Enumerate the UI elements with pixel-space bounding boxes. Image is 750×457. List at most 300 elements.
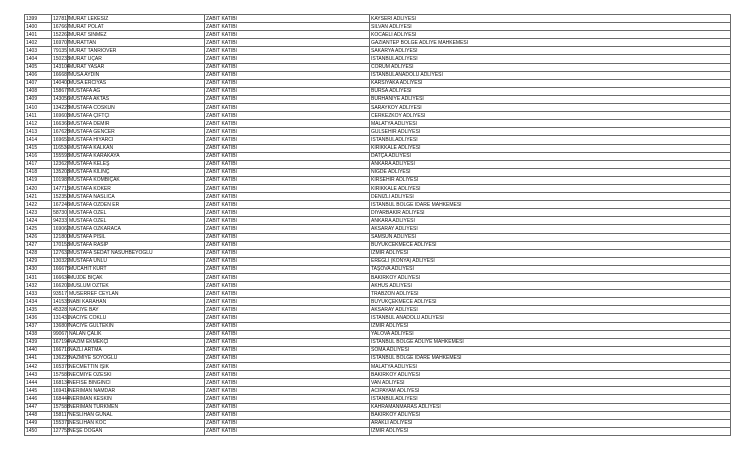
row-number-cell: 1402 (25, 39, 52, 47)
courthouse-cell: BAKIRKOY ADLIYESI (370, 274, 731, 282)
name-cell: NAZIM EKMEKÇI (68, 338, 205, 346)
row-number-cell: 1409 (25, 95, 52, 103)
courthouse-cell: KARSIYAKA ADLIYESI (370, 79, 731, 87)
row-number-cell: 1433 (25, 290, 52, 298)
job-title-cell: ZABIT KATIBI (205, 306, 370, 314)
name-cell: MUSTAFA OZKARACA (68, 225, 205, 233)
table-row (25, 136, 731, 144)
table-row (25, 346, 731, 354)
registry-id-cell: 130322 (53, 258, 70, 265)
table-row (25, 379, 731, 387)
name-cell: MUSTAFA HIYARCI (68, 136, 205, 144)
name-cell: MUSTAFA SEDAT NASUHBEYOGLU (68, 249, 205, 257)
registry-id-cell: 79135 (53, 47, 67, 54)
row-number-cell: 1429 (25, 257, 52, 265)
table-row (25, 23, 731, 31)
row-number-cell: 1414 (25, 136, 52, 144)
row-number-cell: 1399 (25, 15, 52, 23)
row-number-cell: 1415 (25, 144, 52, 152)
name-cell: MUSLUM OZTEK (68, 282, 205, 290)
table-row (25, 47, 731, 55)
job-title-cell: ZABIT KATIBI (205, 249, 370, 257)
courthouse-cell: SAKARYA ADLIYESI (370, 47, 731, 55)
registry-id-cell: 152262 (53, 31, 70, 38)
courthouse-cell: AKSARAY ADLIYESI (370, 306, 731, 314)
registry-id-cell: 136807 (53, 323, 70, 330)
name-cell: MURAT SINMEZ (68, 31, 205, 39)
registry-id-cell: 143056 (53, 96, 70, 103)
registry-id-cell: 158117 (53, 412, 70, 419)
name-cell: MUSTAFA NASLICA (68, 193, 205, 201)
row-number-cell: 1428 (25, 249, 52, 257)
courthouse-cell: ISTANBULADLIYESI (370, 395, 731, 403)
name-cell: MUSTAFA KOKER (68, 184, 205, 192)
job-title-cell: ZABIT KATIBI (205, 363, 370, 371)
courthouse-cell: EREGLI (KONYA) ADLIYESI (370, 257, 731, 265)
table-row (25, 233, 731, 241)
table-row (25, 193, 731, 201)
name-cell: MUSTAFA KILINÇ (68, 168, 205, 176)
table-row (25, 55, 731, 63)
row-number-cell: 1425 (25, 225, 52, 233)
name-cell: MUSTAFA KALKAN (68, 144, 205, 152)
courthouse-cell: DATÇA ADLIYESI (370, 152, 731, 160)
row-number-cell: 1450 (25, 427, 52, 435)
registry-id-cell: 170153 (53, 242, 70, 249)
registry-id-cell: 134228 (53, 104, 70, 111)
courthouse-cell: ISTANBUL BOLGE IDARE MAHKEMESI (370, 354, 731, 362)
job-title-cell: ZABIT KATIBI (205, 128, 370, 136)
courthouse-cell: AKSARAY ADLIYESI (370, 225, 731, 233)
name-cell: NEFISE BINGINCI (68, 379, 205, 387)
courthouse-cell: BURSA ADLIYESI (370, 87, 731, 95)
courthouse-cell: NIGDE ADLIYESI (370, 168, 731, 176)
registry-id-cell: 123627 (53, 161, 70, 168)
table-row (25, 176, 731, 184)
name-cell: MURAT UÇAR (68, 55, 205, 63)
registry-id-cell: 140400 (53, 80, 70, 87)
table-row (25, 354, 731, 362)
table-row (25, 363, 731, 371)
row-number-cell: 1421 (25, 193, 52, 201)
name-cell: NESLIHAN KOC (68, 419, 205, 427)
name-cell: NECMIYE OZESKI (68, 371, 205, 379)
courthouse-cell: KAHRAMANMARAS ADLIYESI (370, 403, 731, 411)
courthouse-cell: ANKARA ADLIYESI (370, 160, 731, 168)
courthouse-cell: BUYUKÇEKMECE ADLIYESI (370, 298, 731, 306)
row-number-cell: 1420 (25, 184, 52, 192)
registry-id-cell: 167667 (53, 23, 70, 30)
table-row (25, 282, 731, 290)
courthouse-cell: ARAKLI ADLIYESI (370, 419, 731, 427)
table-row (25, 403, 731, 411)
registry-id-cell: 169603 (53, 112, 70, 119)
name-cell: NERIMAN KESKIN (68, 395, 205, 403)
row-number-cell: 1426 (25, 233, 52, 241)
registry-id-cell: 167246 (53, 201, 70, 208)
row-number-cell: 1418 (25, 168, 52, 176)
table-row (25, 39, 731, 47)
courthouse-cell: DENIZLI ADLIYESI (370, 193, 731, 201)
job-title-cell: ZABIT KATIBI (205, 152, 370, 160)
job-title-cell: ZABIT KATIBI (205, 330, 370, 338)
row-number-cell: 1442 (25, 363, 52, 371)
registry-id-cell: 127817 (53, 15, 70, 22)
row-number-cell: 1435 (25, 306, 52, 314)
row-number-cell: 1405 (25, 63, 52, 71)
name-cell: NECMETTIN IŞIK (68, 363, 205, 371)
table-row (25, 217, 731, 225)
name-cell: MUCAHIT KURT (68, 265, 205, 273)
table-row (25, 290, 731, 298)
table-row (25, 411, 731, 419)
row-number-cell: 1430 (25, 265, 52, 273)
courthouse-cell: SAMSUN ADLIYESI (370, 233, 731, 241)
name-cell: MUSTAFA ÇIFTÇI (68, 112, 205, 120)
name-cell: MUSTAFA OZDEN ER (68, 201, 205, 209)
row-number-cell: 1436 (25, 314, 52, 322)
table-row (25, 225, 731, 233)
row-number-cell: 1441 (25, 354, 52, 362)
table-row (25, 387, 731, 395)
table-row (25, 31, 731, 39)
courthouse-cell: KAYSERI ADLIYESI (370, 15, 731, 23)
row-number-cell: 1446 (25, 395, 52, 403)
row-number-cell: 1401 (25, 31, 52, 39)
registry-id-cell: 166675 (53, 266, 70, 273)
row-number-cell: 1438 (25, 330, 52, 338)
name-cell: MURAT TANRIOVER (68, 47, 205, 55)
courthouse-cell: KOCAELI ADLIYESI (370, 31, 731, 39)
courthouse-cell: SOMA ADLIYESI (370, 346, 731, 354)
row-number-cell: 1410 (25, 104, 52, 112)
table-row (25, 306, 731, 314)
job-title-cell: ZABIT KATIBI (205, 265, 370, 273)
job-title-cell: ZABIT KATIBI (205, 241, 370, 249)
job-title-cell: ZABIT KATIBI (205, 176, 370, 184)
name-cell: NERIMAN TURKMEN (68, 403, 205, 411)
table-row (25, 265, 731, 273)
job-title-cell: ZABIT KATIBI (205, 136, 370, 144)
registry-id-cell: 121800 (53, 234, 70, 241)
table-row (25, 249, 731, 257)
courthouse-cell: BAKIRKOY ADLIYESI (370, 371, 731, 379)
registry-id-cell: 143104 (53, 64, 70, 71)
row-number-cell: 1444 (25, 379, 52, 387)
table-row (25, 241, 731, 249)
row-number-cell: 1431 (25, 274, 52, 282)
name-cell: NACIYE BAY (68, 306, 205, 314)
courthouse-cell: IZMIR ADLIYESI (370, 322, 731, 330)
courthouse-cell: GULSEHIR ADLIYESI (370, 128, 731, 136)
table-row (25, 128, 731, 136)
job-title-cell: ZABIT KATIBI (205, 233, 370, 241)
courthouse-cell: BUYUKCEKMECE ADLIYESI (370, 241, 731, 249)
name-cell: MUSTAFA GENCER (68, 128, 205, 136)
registry-id-cell: 150233 (53, 56, 70, 63)
job-title-cell: ZABIT KATIBI (205, 354, 370, 362)
registry-id-cell: 155371 (53, 420, 70, 427)
registry-id-cell: 166366 (53, 120, 70, 127)
registry-id-cell: 165376 (53, 363, 70, 370)
registry-id-cell: 147715 (53, 185, 70, 192)
registry-id-cell: 155593 (53, 153, 70, 160)
courthouse-cell: DIYARBAKIR ADLIYESI (370, 209, 731, 217)
job-title-cell: ZABIT KATIBI (205, 387, 370, 395)
registry-id-cell: 166634 (53, 274, 70, 281)
registry-id-cell: 169651 (53, 136, 70, 143)
name-cell: MUSTAFA KARAKAYA (68, 152, 205, 160)
row-number-cell: 1439 (25, 338, 52, 346)
name-cell: MUSTAFA AG (68, 87, 205, 95)
row-number-cell: 1437 (25, 322, 52, 330)
row-number-cell: 1413 (25, 128, 52, 136)
table-row (25, 168, 731, 176)
name-cell: NALAN ÇALIK (68, 330, 205, 338)
table-row (25, 144, 731, 152)
courthouse-cell: MALATYA ADLIYESI (370, 120, 731, 128)
row-number-cell: 1411 (25, 112, 52, 120)
table-body (25, 15, 731, 436)
registry-id-cell: 141535 (53, 298, 70, 305)
table-row (25, 314, 731, 322)
name-cell: MUJDE BIÇAK (68, 274, 205, 282)
name-cell: MUSERREF CEYLAN (68, 290, 205, 298)
row-number-cell: 1427 (25, 241, 52, 249)
registry-id-cell: 136228 (53, 355, 70, 362)
registry-id-cell: 168444 (53, 395, 70, 402)
registry-id-cell: 99067 (53, 331, 67, 338)
courthouse-cell: CORUM ADLIYESI (370, 63, 731, 71)
table-row (25, 338, 731, 346)
job-title-cell: ZABIT KATIBI (205, 95, 370, 103)
job-title-cell: ZABIT KATIBI (205, 322, 370, 330)
job-title-cell: ZABIT KATIBI (205, 225, 370, 233)
name-cell: MUSTAFA AKTAS (68, 95, 205, 103)
row-number-cell: 1422 (25, 201, 52, 209)
courthouse-cell: ISTANBULADLIYESI (370, 55, 731, 63)
table-row (25, 15, 731, 23)
job-title-cell: ZABIT KATIBI (205, 290, 370, 298)
row-number-cell: 1412 (25, 120, 52, 128)
courthouse-cell: SILVAN ADLIYESI (370, 23, 731, 31)
table-row (25, 63, 731, 71)
name-cell: MUSA ERCIYAS (68, 79, 205, 87)
row-number-cell: 1403 (25, 47, 52, 55)
name-cell: NABI KARAHAN (68, 298, 205, 306)
job-title-cell: ZABIT KATIBI (205, 346, 370, 354)
name-cell: MUSTAFA KOMBIÇAK (68, 176, 205, 184)
name-cell: MUSTAFA RASIP (68, 241, 205, 249)
job-title-cell: ZABIT KATIBI (205, 15, 370, 23)
courthouse-cell: BURHANIYE ADLIYESI (370, 95, 731, 103)
registry-id-cell: 167628 (53, 128, 70, 135)
row-number-cell: 1416 (25, 152, 52, 160)
registry-id-cell: 169707 (53, 39, 70, 46)
job-title-cell: ZABIT KATIBI (205, 144, 370, 152)
registry-id-cell: 135203 (53, 169, 70, 176)
name-cell: MUSTAFA COSKUN (68, 104, 205, 112)
table-row (25, 298, 731, 306)
job-title-cell: ZABIT KATIBI (205, 395, 370, 403)
table-row (25, 274, 731, 282)
job-title-cell: ZABIT KATIBI (205, 314, 370, 322)
courthouse-cell: ISTANBULADLIYESI (370, 136, 731, 144)
table-row (25, 371, 731, 379)
registry-id-cell: 158677 (53, 88, 70, 95)
table-row (25, 95, 731, 103)
courthouse-cell: IZMIR ADLIYESI (370, 427, 731, 435)
job-title-cell: ZABIT KATIBI (205, 298, 370, 306)
registry-id-cell: 93517 (53, 290, 67, 297)
row-number-cell: 1445 (25, 387, 52, 395)
courthouse-cell: TRABZON ADLIYESI (370, 290, 731, 298)
table-row (25, 71, 731, 79)
row-number-cell: 1417 (25, 160, 52, 168)
job-title-cell: ZABIT KATIBI (205, 274, 370, 282)
table-row (25, 184, 731, 192)
job-title-cell: ZABIT KATIBI (205, 209, 370, 217)
registry-id-cell: 166687 (53, 72, 70, 79)
courthouse-cell: YALOVA ADLIYESI (370, 330, 731, 338)
table-row (25, 152, 731, 160)
name-cell: MUSTAFA OZEL (68, 209, 205, 217)
table-row (25, 427, 731, 435)
registry-id-cell: 101987 (53, 177, 70, 184)
row-number-cell: 1434 (25, 298, 52, 306)
registry-id-cell: 167194 (53, 339, 70, 346)
courthouse-cell: ACIPAYAM ADLIYESI (370, 387, 731, 395)
registry-id-cell: 116536 (53, 145, 70, 152)
row-number-cell: 1440 (25, 346, 52, 354)
row-number-cell: 1407 (25, 79, 52, 87)
registry-id-cell: 166201 (53, 282, 70, 289)
table-row (25, 120, 731, 128)
courthouse-cell: ISTANBUL ANADOLU ADLIYESI (370, 314, 731, 322)
row-number-cell: 1406 (25, 71, 52, 79)
courthouse-cell: CERKEZKOY ADLIYESI (370, 112, 731, 120)
row-number-cell: 1447 (25, 403, 52, 411)
courthouse-cell: MALATYA ADLIYESI (370, 363, 731, 371)
table-row (25, 112, 731, 120)
job-title-cell: ZABIT KATIBI (205, 201, 370, 209)
table-row (25, 419, 731, 427)
job-title-cell: ZABIT KATIBI (205, 411, 370, 419)
name-cell: MURAT YASAR (68, 63, 205, 71)
registry-id-cell: 45328 (53, 306, 67, 313)
name-cell: NACIYE COKLU (68, 314, 205, 322)
table-row (25, 322, 731, 330)
registry-id-cell: 127632 (53, 250, 70, 257)
name-cell: MUSA AYDIN (68, 71, 205, 79)
row-number-cell: 1419 (25, 176, 52, 184)
row-number-cell: 1423 (25, 209, 52, 217)
courthouse-cell: ISTANBUL BOLGE ADLIYE MAHKEMESI (370, 338, 731, 346)
courthouse-cell: KIRIKKALE ADLIYESI (370, 184, 731, 192)
courthouse-cell: ISTANBUL BOLGE IDARE MAHKEMESI (370, 201, 731, 209)
job-title-cell: ZABIT KATIBI (205, 79, 370, 87)
name-cell: MUSTAFA KELEŞ (68, 160, 205, 168)
registry-id-cell: 168134 (53, 379, 70, 386)
job-title-cell: ZABIT KATIBI (205, 257, 370, 265)
registry-id-cell: 127753 (53, 428, 70, 435)
courthouse-cell: ANKARA ADLIYESI (370, 217, 731, 225)
job-title-cell: ZABIT KATIBI (205, 55, 370, 63)
courthouse-cell: GAZIANTEP BOLGE ADLIYE MAHKEMESI (370, 39, 731, 47)
job-title-cell: ZABIT KATIBI (205, 112, 370, 120)
job-title-cell: ZABIT KATIBI (205, 120, 370, 128)
job-title-cell: ZABIT KATIBI (205, 168, 370, 176)
registry-id-cell: 152350 (53, 193, 70, 200)
job-title-cell: ZABIT KATIBI (205, 47, 370, 55)
name-cell: MURAT POLAT (68, 23, 205, 31)
job-title-cell: ZABIT KATIBI (205, 419, 370, 427)
job-title-cell: ZABIT KATIBI (205, 104, 370, 112)
table-row (25, 395, 731, 403)
job-title-cell: ZABIT KATIBI (205, 87, 370, 95)
registry-id-cell: 157588 (53, 404, 70, 411)
job-title-cell: ZABIT KATIBI (205, 338, 370, 346)
name-cell: MUSTAFA DEMIR (68, 120, 205, 128)
row-number-cell: 1408 (25, 87, 52, 95)
job-title-cell: ZABIT KATIBI (205, 160, 370, 168)
name-cell: NACIYE GULTEKIN (68, 322, 205, 330)
row-number-cell: 1404 (25, 55, 52, 63)
job-title-cell: ZABIT KATIBI (205, 63, 370, 71)
table-row (25, 104, 731, 112)
row-number-cell: 1449 (25, 419, 52, 427)
job-title-cell: ZABIT KATIBI (205, 31, 370, 39)
job-title-cell: ZABIT KATIBI (205, 371, 370, 379)
personnel-table (24, 14, 731, 436)
table-row (25, 201, 731, 209)
courthouse-cell: BAKIRKOY ADLIYESI (370, 411, 731, 419)
table-row (25, 330, 731, 338)
row-number-cell: 1424 (25, 217, 52, 225)
name-cell: MUSTAFA PISIL (68, 233, 205, 241)
registry-id-cell: 157586 (53, 371, 70, 378)
job-title-cell: ZABIT KATIBI (205, 282, 370, 290)
registry-id-cell: 131431 (53, 315, 70, 322)
job-title-cell: ZABIT KATIBI (205, 184, 370, 192)
job-title-cell: ZABIT KATIBI (205, 403, 370, 411)
table-row (25, 257, 731, 265)
job-title-cell: ZABIT KATIBI (205, 39, 370, 47)
table-row (25, 209, 731, 217)
courthouse-cell: KIRSEHIR ADLIYESI (370, 176, 731, 184)
name-cell: NAZMIYE SOYOGLU (68, 354, 205, 362)
row-number-cell: 1400 (25, 23, 52, 31)
courthouse-cell: SARAYKOY ADLIYESI (370, 104, 731, 112)
registry-id-cell: 166716 (53, 347, 70, 354)
row-number-cell: 1448 (25, 411, 52, 419)
courthouse-cell: AKHUS ADLIYESI (370, 282, 731, 290)
courthouse-cell: ISTANBULANADOLU ADLIYESI (370, 71, 731, 79)
table-row (25, 160, 731, 168)
name-cell: NERIMAN NAMDAR (68, 387, 205, 395)
row-number-cell: 1432 (25, 282, 52, 290)
registry-id-cell: 169414 (53, 387, 70, 394)
name-cell: NESLIHAN GUNAL (68, 411, 205, 419)
registry-id-cell: 94233 (53, 217, 67, 224)
courthouse-cell: VAN ADLIYESI (370, 379, 731, 387)
name-cell: NEŞE DOGAN (68, 427, 205, 435)
row-number-cell: 1443 (25, 371, 52, 379)
job-title-cell: ZABIT KATIBI (205, 193, 370, 201)
job-title-cell: ZABIT KATIBI (205, 379, 370, 387)
courthouse-cell: KIRIKKALE ADLIYESI (370, 144, 731, 152)
courthouse-cell: IZMIR ADLIYESI (370, 249, 731, 257)
